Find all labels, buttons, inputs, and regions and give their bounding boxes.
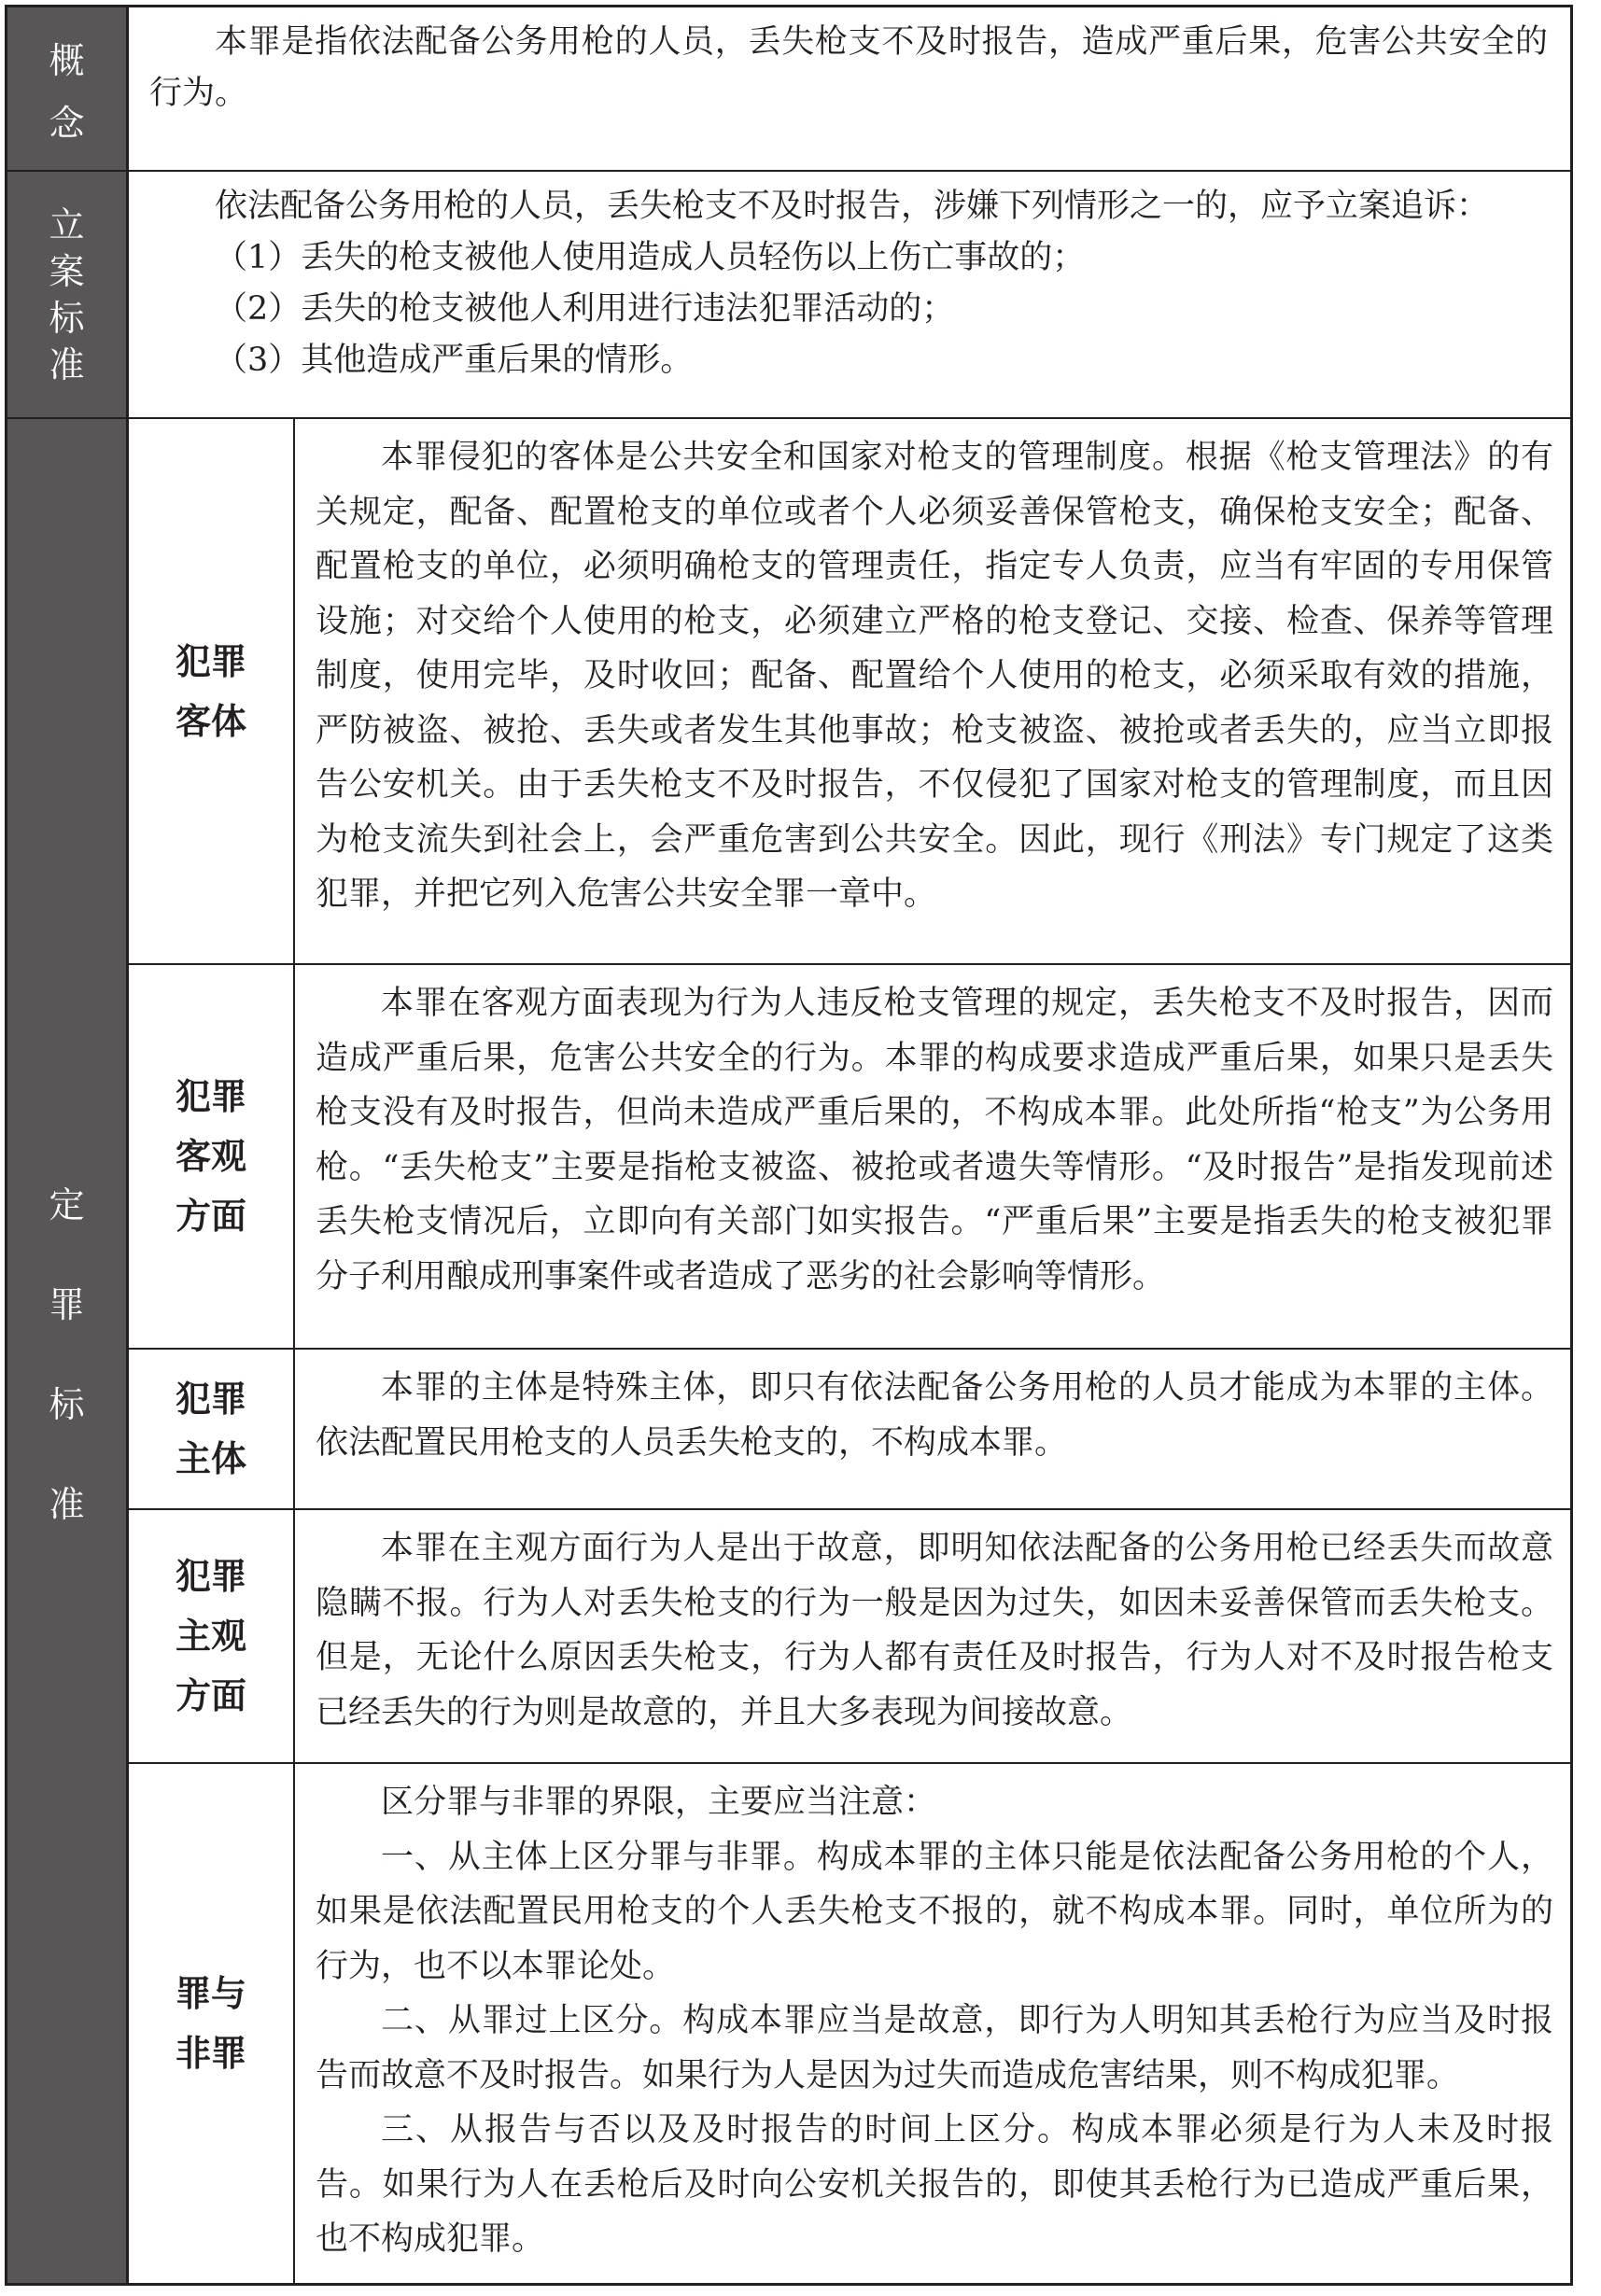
concept-content	[129, 7, 1570, 170]
filing-item: （2）丢失的枪支被他人利用进行违法犯罪活动的；	[215, 290, 955, 328]
conviction-standard-section	[7, 419, 1570, 2283]
subheader-line: 主体	[175, 1438, 246, 1479]
conviction-header-char: 准	[49, 1483, 85, 1525]
filing-header-char: 准	[49, 343, 85, 385]
crime-subject-paragraph: 本罪的主体是特殊主体，即只有依法配备公务用枪的人员才能成为本罪的主体。依法配置民用枪支的人员丢失枪支的，不构成本罪。	[316, 1369, 1553, 1462]
crime-subjective-content	[295, 1510, 1570, 1762]
crime-distinction-paragraph: 一、从主体上区分罪与非罪。构成本罪的主体只能是依法配备公务用枪的个人，如果是依法配置民用枪支的个人丢失枪支不报的，就不构成本罪。同时，单位所为的行为，也不以本罪论处。	[316, 1838, 1553, 1985]
subheader-line: 客观	[175, 1136, 246, 1177]
crime-object-row	[129, 419, 1570, 965]
crime-object-content	[295, 419, 1570, 963]
crime-distinction-header	[129, 1764, 295, 2283]
conviction-standard-header	[7, 419, 129, 2283]
subheader-line: 犯罪	[175, 640, 246, 682]
crime-objective-header	[129, 965, 295, 1348]
crime-subjective-header	[129, 1510, 295, 1762]
crime-subjective-row	[129, 1510, 1570, 1764]
subheader-line: 犯罪	[175, 1556, 246, 1597]
crime-distinction-paragraph: 区分罪与非罪的界限，主要应当注意：	[381, 1784, 937, 1821]
crime-subject-header	[129, 1350, 295, 1508]
subheader-line: 方面	[175, 1196, 246, 1237]
crime-distinction-paragraph: 三、从报告与否以及及时报告的时间上区分。构成本罪必须是行为人未及时报告。如果行为人在丢枪后及时向公安机关报告的，即使其丢枪行为已造成严重后果，也不构成犯罪。	[316, 2111, 1553, 2258]
filing-item: （1）丢失的枪支被他人使用造成人员轻伤以上伤亡事故的；	[215, 239, 1086, 276]
crime-distinction-paragraph: 二、从罪过上区分。构成本罪应当是故意，即行为人明知其丢枪行为应当及时报告而故意不及时报告。如果行为人是因为过失而造成危害结果，则不构成犯罪。	[316, 2002, 1553, 2094]
filing-standard-section	[7, 172, 1570, 419]
filing-standard-content	[129, 172, 1570, 417]
crime-object-header	[129, 419, 295, 963]
crime-distinction-content	[295, 1764, 1570, 2283]
concept-header-char: 念	[49, 103, 85, 144]
filing-item: （3）其他造成严重后果的情形。	[215, 342, 694, 379]
subheader-line: 非罪	[175, 2033, 246, 2074]
conviction-header-char: 罪	[49, 1283, 85, 1325]
legal-standards-table	[5, 5, 1573, 2286]
concept-section	[7, 7, 1570, 172]
filing-intro: 依法配备公务用枪的人员，丢失枪支不及时报告，涉嫌下列情形之一的，应予立案追诉：	[215, 188, 1490, 225]
filing-header-char: 案	[49, 250, 85, 292]
filing-header-char: 标	[49, 297, 85, 339]
crime-subject-row	[129, 1350, 1570, 1510]
concept-text: 本罪是指依法配备公务用枪的人员，丢失枪支不及时报告，造成严重后果，危害公共安全的行为。	[149, 23, 1548, 112]
concept-header	[7, 7, 129, 170]
filing-header-char: 立	[49, 203, 85, 245]
conviction-header-char: 标	[49, 1383, 85, 1425]
crime-subjective-paragraph: 本罪在主观方面行为人是出于故意，即明知依法配备的公务用枪已经丢失而故意隐瞒不报。行为人对丢失枪支的行为一般是因为过失，如因未妥善保管而丢失枪支。但是，无论什么原因丢失枪支，行为人都有责任及时报告，行为人对不及时报告枪支已经丢失的行为则是故意的，并且大多表现为间接故意。	[316, 1530, 1553, 1731]
subheader-line: 罪与	[175, 1973, 246, 2014]
crime-distinction-row	[129, 1764, 1570, 2283]
crime-objective-content	[295, 965, 1570, 1348]
subheader-line: 犯罪	[175, 1076, 246, 1117]
subheader-line: 方面	[175, 1675, 246, 1716]
crime-object-paragraph: 本罪侵犯的客体是公共安全和国家对枪支的管理制度。根据《枪支管理法》的有关规定，配备、配置枪支的单位或者个人必须妥善保管枪支，确保枪支安全；配备、配置枪支的单位，必须明确枪支的管理责任，指定专人负责，应当有牢固的专用保管设施；对交给个人使用的枪支，必须建立严格的枪支登记、交接、检查、保养等管理制度，使用完毕，及时收回；配备、配置给个人使用的枪支，必须采取有效的措施，严防被盗、被抢、丢失或者发生其他事故；枪支被盗、被抢或者丢失的，应当立即报告公安机关。由于丢失枪支不及时报告，不仅侵犯了国家对枪支的管理制度，而且因为枪支流失到社会上，会严重危害到公共安全。因此，现行《刑法》专门规定了这类犯罪，并把它列入危害公共安全罪一章中。	[316, 439, 1553, 913]
conviction-header-char: 定	[49, 1183, 85, 1225]
conviction-subtable	[129, 419, 1570, 2283]
subheader-line: 主观	[175, 1616, 246, 1657]
subheader-line: 犯罪	[175, 1379, 246, 1420]
crime-objective-paragraph: 本罪在客观方面表现为行为人违反枪支管理的规定，丢失枪支不及时报告，因而造成严重后果，危害公共安全的行为。本罪的构成要求造成严重后果，如果只是丢失枪支没有及时报告，但尚未造成严重后果的，不构成本罪。此处所指“枪支”为公务用枪。“丢失枪支”主要是指枪支被盗、被抢或者遗失等情形。“及时报告”是指发现前述丢失枪支情况后，立即向有关部门如实报告。“严重后果”主要是指丢失的枪支被犯罪分子利用酿成刑事案件或者造成了恶劣的社会影响等情形。	[316, 985, 1553, 1295]
concept-header-char: 概	[49, 40, 85, 81]
subheader-line: 客体	[175, 700, 246, 742]
crime-objective-row	[129, 965, 1570, 1350]
crime-subject-content	[295, 1350, 1570, 1508]
filing-standard-header	[7, 172, 129, 417]
